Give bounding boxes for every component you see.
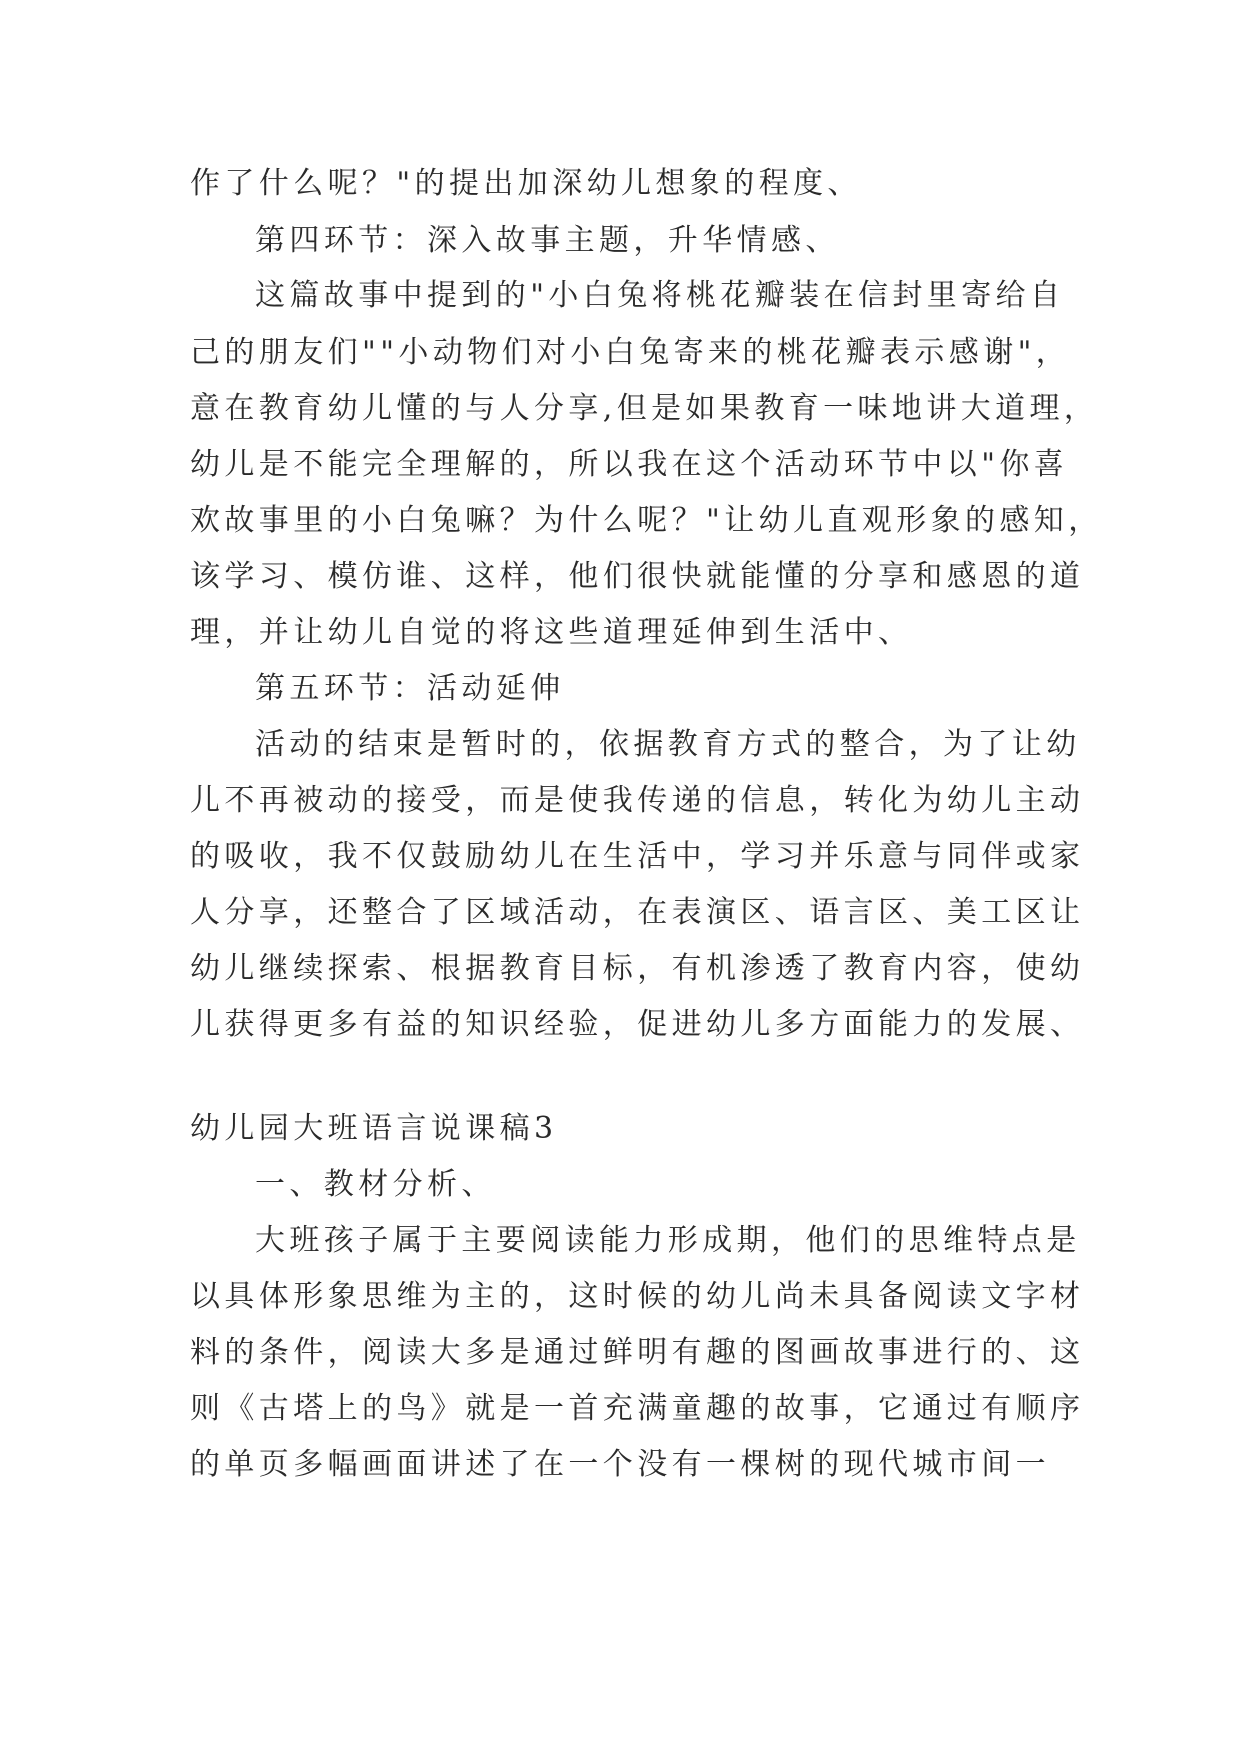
text-line: 这篇故事中提到的"小白兔将桃花瓣装在信封里寄给自 [255, 278, 1065, 313]
text-line: 儿不再被动的接受，而是使我传递的信息，转化为幼儿主动 [190, 783, 1085, 818]
text-line: 大班孩子属于主要阅读能力形成期，他们的思维特点是 [255, 1223, 1081, 1258]
section-heading: 第五环节：活动延伸 [255, 671, 565, 706]
text-line: 料的条件，阅读大多是通过鲜明有趣的图画故事进行的、这 [190, 1335, 1085, 1370]
text-line: 儿获得更多有益的知识经验，促进幼儿多方面能力的发展、 [190, 1007, 1085, 1042]
section-heading: 一、教材分析、 [255, 1167, 496, 1202]
section-heading: 第四环节：深入故事主题，升华情感、 [255, 223, 840, 258]
text-line: 幼儿是不能完全理解的，所以我在这个活动环节中以"你喜 [190, 447, 1069, 482]
text-line: 该学习、模仿谁、这样，他们很快就能懂的分享和感恩的道 [190, 559, 1085, 594]
text-line: 活动的结束是暂时的，依据教育方式的整合，为了让幼 [255, 727, 1081, 762]
text-line: 己的朋友们""小动物们对小白兔寄来的桃花瓣表示感谢"， [190, 335, 1071, 370]
text-line: 意在教育幼儿懂的与人分享,但是如果教育一味地讲大道理， [190, 391, 1099, 426]
text-line: 理，并让幼儿自觉的将这些道理延伸到生活中、 [190, 615, 913, 650]
text-line: 欢故事里的小白兔嘛？为什么呢？"让幼儿直观形象的感知， [190, 503, 1103, 538]
text-line: 幼儿继续探索、根据教育目标，有机渗透了教育内容，使幼 [190, 951, 1085, 986]
document-title: 幼儿园大班语言说课稿3 [190, 1111, 558, 1146]
text-line: 的吸收，我不仅鼓励幼儿在生活中，学习并乐意与同伴或家 [190, 839, 1085, 874]
text-line: 以具体形象思维为主的，这时候的幼儿尚未具备阅读文字材 [190, 1279, 1085, 1314]
text-line: 的单页多幅画面讲述了在一个没有一棵树的现代城市间一 [190, 1447, 1050, 1482]
text-line: 则《古塔上的鸟》就是一首充满童趣的故事，它通过有顺序 [190, 1391, 1085, 1426]
text-line: 人分享，还整合了区域活动，在表演区、语言区、美工区让 [190, 895, 1085, 930]
text-line: 作了什么呢？"的提出加深幼儿想象的程度、 [190, 166, 862, 201]
